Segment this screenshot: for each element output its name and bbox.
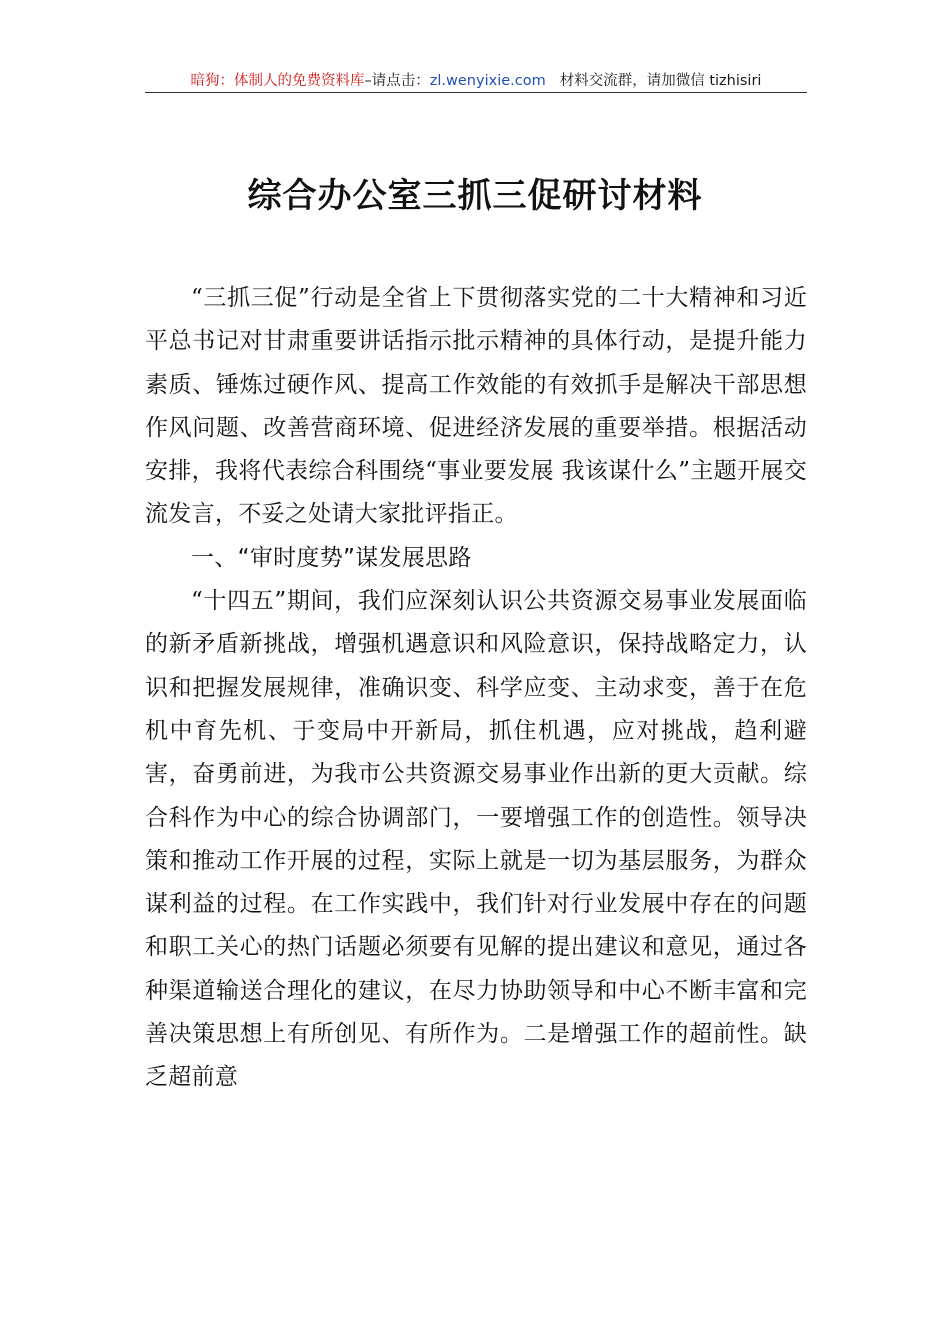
- page-header: [145, 70, 807, 93]
- header-url-link[interactable]: zl.wenyixie.com: [429, 73, 546, 89]
- header-site-name: 暗狗：体制人的免费资料库: [190, 73, 365, 89]
- document-body: [145, 277, 807, 1100]
- header-wechat-text: 材料交流群，请加微信 tizhisiri: [559, 73, 762, 89]
- section-paragraph: “十四五”期间，我们应深刻认识公共资源交易事业发展面临的新矛盾新挑战，增强机遇意识和风险意识，保持战略定力，认识和把握发展规律，准确识变、科学应变、主动求变，善于在危机中育先机、于变局中开新局，抓住机遇，应对挑战，趋利避害，奋勇前进，为我市公共资源交易事业作出新的更大贡献。综合科作为中心的综合协调部门，一要增强工作的创造性。领导决策和推动工作开展的过程，实际上就是一切为基层服务，为群众谋利益的过程。在工作实践中，我们针对行业发展中存在的问题和职工关心的热门话题必须要有见解的提出建议和意见，通过各种渠道输送合理化的建议，在尽力协助领导和中心不断丰富和完善决策思想上有所创见、有所作为。二是增强工作的超前性。缺乏超前意: [145, 588, 807, 1091]
- document-title: 综合办公室三抓三促研讨材料: [247, 176, 703, 216]
- intro-paragraph: “三抓三促”行动是全省上下贯彻落实党的二十大精神和习近平总书记对甘肃重要讲话指示批示精神的具体行动，是提升能力素质、锤炼过硬作风、提高工作效能的有效抓手是解决干部思想作风问题、改善营商环境、促进经济发展的重要举措。根据活动安排，我将代表综合科围绕“事业要发展 我该谋什么”主题开展交流发言，不妥之处请大家批评指正。: [145, 285, 807, 528]
- section-heading: 一、“审时度势”谋发展思路: [191, 544, 472, 571]
- header-click-prefix: –请点击：: [364, 73, 430, 89]
